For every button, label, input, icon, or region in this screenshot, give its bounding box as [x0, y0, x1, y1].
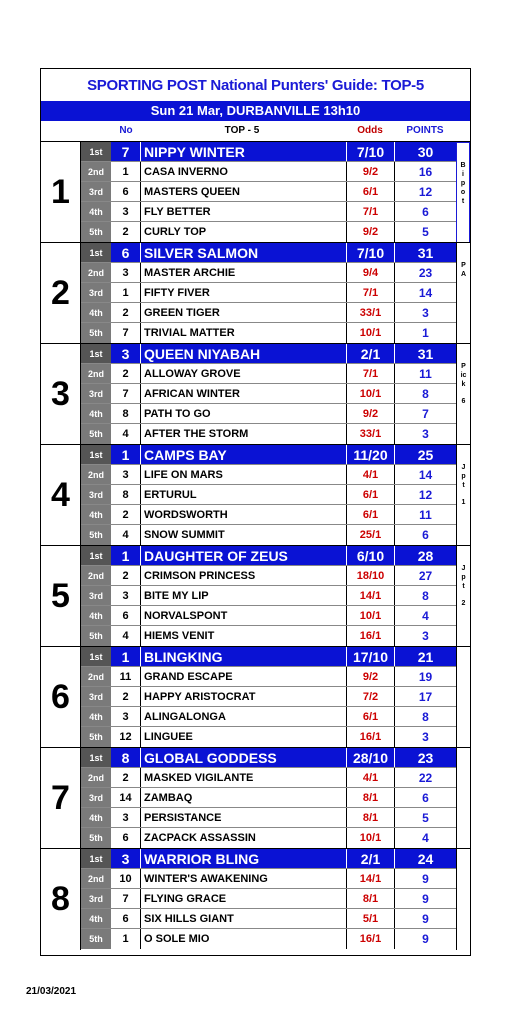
horse-name: HIEMS VENIT: [144, 630, 215, 642]
bet-type-label: [456, 344, 470, 445]
race-number: 7: [41, 748, 81, 849]
horse-name: AFRICAN WINTER: [144, 388, 240, 400]
points-value: 27: [394, 566, 456, 585]
horse-name: WINTER'S AWAKENING: [144, 873, 268, 885]
runner-number: 2: [111, 687, 141, 706]
position-label: 3rd: [81, 182, 111, 201]
bet-leg-number: 1: [461, 499, 466, 506]
horse-name: WORDSWORTH: [144, 509, 228, 521]
runner-row: [81, 505, 456, 525]
runner-number: 3: [111, 849, 141, 868]
points-value: 6: [394, 788, 456, 807]
runner-row: [81, 202, 456, 222]
odds-value: 7/2: [346, 687, 394, 706]
points-value: 4: [394, 606, 456, 625]
horse-name: MASTERS QUEEN: [144, 186, 240, 198]
runner-row: [81, 344, 456, 364]
points-value: 14: [394, 283, 456, 302]
race-group: [41, 646, 470, 748]
runner-list: [81, 748, 456, 848]
odds-value: 6/1: [346, 707, 394, 726]
position-label: 1st: [81, 748, 111, 767]
runner-row: [81, 243, 456, 263]
horse-name: PATH TO GO: [144, 408, 211, 420]
runner-row: [81, 889, 456, 909]
runner-number: 2: [111, 505, 141, 524]
position-label: 1st: [81, 344, 111, 363]
position-label: 4th: [81, 505, 111, 524]
punters-guide-sheet: [40, 68, 471, 956]
horse-name: MASTER ARCHIE: [144, 267, 236, 279]
horse-name: SNOW SUMMIT: [144, 529, 225, 541]
runner-row: [81, 445, 456, 465]
odds-value: 8/1: [346, 808, 394, 827]
position-label: 5th: [81, 525, 111, 545]
points-value: 7: [394, 404, 456, 423]
race-number: 3: [41, 344, 81, 445]
points-value: 9: [394, 909, 456, 928]
odds-value: 33/1: [346, 303, 394, 322]
points-value: 31: [394, 243, 456, 262]
horse-name: GRAND ESCAPE: [144, 671, 233, 683]
odds-value: 7/10: [346, 142, 394, 161]
odds-value: 7/1: [346, 202, 394, 221]
horse-name: MASKED VIGILANTE: [144, 772, 254, 784]
points-value: 12: [394, 485, 456, 504]
position-label: 2nd: [81, 162, 111, 181]
runner-row: [81, 788, 456, 808]
horse-name: FLYING GRACE: [144, 893, 227, 905]
position-label: 5th: [81, 626, 111, 646]
horse-name: CAMPS BAY: [144, 447, 227, 463]
position-label: 3rd: [81, 283, 111, 302]
position-label: 3rd: [81, 687, 111, 706]
position-label: 5th: [81, 727, 111, 747]
header-no: No: [119, 125, 133, 136]
odds-value: 33/1: [346, 424, 394, 444]
odds-value: 9/2: [346, 404, 394, 423]
odds-value: 8/1: [346, 788, 394, 807]
position-label: 2nd: [81, 869, 111, 888]
points-value: 25: [394, 445, 456, 464]
runner-row: [81, 626, 456, 646]
odds-value: 28/10: [346, 748, 394, 767]
runner-number: 4: [111, 626, 141, 646]
runner-number: 4: [111, 525, 141, 545]
odds-value: 16/1: [346, 626, 394, 646]
race-group: [41, 747, 470, 849]
header-points: POINTS: [406, 125, 444, 136]
runner-number: 10: [111, 869, 141, 888]
odds-value: 25/1: [346, 525, 394, 545]
runner-number: 4: [111, 424, 141, 444]
header-odds: Odds: [357, 125, 383, 136]
points-value: 23: [394, 263, 456, 282]
runner-row: [81, 323, 456, 343]
horse-name: DAUGHTER OF ZEUS: [144, 548, 288, 564]
runner-row: [81, 283, 456, 303]
points-value: 19: [394, 667, 456, 686]
points-value: 3: [394, 727, 456, 747]
horse-name: AFTER THE STORM: [144, 428, 249, 440]
position-label: 2nd: [81, 667, 111, 686]
runner-row: [81, 424, 456, 444]
runner-row: [81, 384, 456, 404]
race-number: 4: [41, 445, 81, 546]
race-subtitle: Sun 21 Mar, DURBANVILLE 13h10: [41, 101, 470, 121]
runner-row: [81, 828, 456, 848]
position-label: 1st: [81, 142, 111, 161]
page-title: SPORTING POST National Punters' Guide: TOP-5: [87, 77, 424, 94]
position-label: 4th: [81, 707, 111, 726]
odds-value: 6/1: [346, 485, 394, 504]
points-value: 3: [394, 424, 456, 444]
position-label: 1st: [81, 445, 111, 464]
runner-number: 2: [111, 566, 141, 585]
points-value: 3: [394, 626, 456, 646]
position-label: 2nd: [81, 263, 111, 282]
runner-number: 7: [111, 889, 141, 908]
odds-value: 6/1: [346, 505, 394, 524]
bet-type-label: [456, 243, 470, 344]
odds-value: 10/1: [346, 384, 394, 403]
horse-name: O SOLE MIO: [144, 933, 210, 945]
odds-value: 5/1: [346, 909, 394, 928]
bet-type-label: [456, 445, 470, 546]
horse-name: CRIMSON PRINCESS: [144, 570, 256, 582]
odds-value: 10/1: [346, 323, 394, 343]
points-value: 6: [394, 525, 456, 545]
runner-number: 11: [111, 667, 141, 686]
horse-name: BLINGKING: [144, 649, 223, 665]
race-group: [41, 242, 470, 344]
race-number: 5: [41, 546, 81, 647]
points-value: 5: [394, 808, 456, 827]
bet-leg-number: 2: [461, 600, 466, 607]
odds-value: 7/1: [346, 283, 394, 302]
runner-list: [81, 344, 456, 444]
points-value: 14: [394, 465, 456, 484]
odds-value: 2/1: [346, 849, 394, 868]
horse-name: CASA INVERNO: [144, 166, 228, 178]
odds-value: 9/2: [346, 222, 394, 242]
runner-row: [81, 404, 456, 424]
runner-number: 6: [111, 828, 141, 848]
position-label: 4th: [81, 808, 111, 827]
odds-value: 9/2: [346, 162, 394, 181]
points-value: 24: [394, 849, 456, 868]
points-value: 8: [394, 586, 456, 605]
horse-name: NORVALSPONT: [144, 610, 228, 622]
points-value: 30: [394, 142, 456, 161]
horse-name: ZACPACK ASSASSIN: [144, 832, 256, 844]
race-number: 8: [41, 849, 81, 950]
odds-value: 9/2: [346, 667, 394, 686]
runner-row: [81, 687, 456, 707]
horse-name: TRIVIAL MATTER: [144, 327, 235, 339]
runner-number: 8: [111, 748, 141, 767]
horse-name: WARRIOR BLING: [144, 851, 260, 867]
runner-number: 14: [111, 788, 141, 807]
runner-number: 8: [111, 485, 141, 504]
race-group: [41, 141, 470, 243]
odds-value: 6/10: [346, 546, 394, 565]
race-number: 6: [41, 647, 81, 748]
runner-row: [81, 869, 456, 889]
runner-list: [81, 849, 456, 949]
bet-type-name: PA: [460, 262, 467, 278]
runner-row: [81, 263, 456, 283]
bet-type-label: [456, 546, 470, 647]
bet-type-label: [456, 849, 470, 950]
runner-row: [81, 748, 456, 768]
runner-row: [81, 525, 456, 545]
race-number: 1: [41, 142, 81, 243]
odds-value: 4/1: [346, 465, 394, 484]
odds-value: 7/10: [346, 243, 394, 262]
points-value: 23: [394, 748, 456, 767]
runner-number: 7: [111, 142, 141, 161]
points-value: 31: [394, 344, 456, 363]
runner-row: [81, 647, 456, 667]
runner-row: [81, 303, 456, 323]
runner-number: 1: [111, 647, 141, 666]
runner-number: 2: [111, 303, 141, 322]
runner-number: 6: [111, 182, 141, 201]
footer-date: 21/03/2021: [26, 986, 77, 997]
runner-row: [81, 586, 456, 606]
runner-row: [81, 667, 456, 687]
odds-value: 6/1: [346, 182, 394, 201]
runner-number: 3: [111, 707, 141, 726]
race-group: [41, 848, 470, 950]
bet-type-label: [456, 748, 470, 849]
runner-number: 3: [111, 465, 141, 484]
runner-row: [81, 222, 456, 242]
runner-number: 2: [111, 768, 141, 787]
points-value: 1: [394, 323, 456, 343]
position-label: 1st: [81, 243, 111, 262]
position-label: 3rd: [81, 788, 111, 807]
odds-value: 16/1: [346, 929, 394, 949]
column-headers: [41, 121, 470, 141]
bet-type-name: Jpt: [461, 565, 466, 590]
position-label: 2nd: [81, 465, 111, 484]
bet-type-name: Jpt: [461, 464, 466, 489]
points-value: 11: [394, 364, 456, 383]
position-label: 3rd: [81, 485, 111, 504]
position-label: 1st: [81, 849, 111, 868]
runner-number: 2: [111, 364, 141, 383]
runner-number: 1: [111, 546, 141, 565]
position-label: 4th: [81, 606, 111, 625]
horse-name: SIX HILLS GIANT: [144, 913, 234, 925]
runner-list: [81, 546, 456, 646]
runner-row: [81, 808, 456, 828]
odds-value: 8/1: [346, 889, 394, 908]
runner-number: 1: [111, 445, 141, 464]
runner-list: [81, 445, 456, 545]
runner-row: [81, 768, 456, 788]
header-top5: TOP - 5: [224, 125, 260, 136]
bet-type-name: Bipot: [460, 162, 466, 205]
horse-name: PERSISTANCE: [144, 812, 222, 824]
bet-type-label: [456, 647, 470, 748]
horse-name: BITE MY LIP: [144, 590, 209, 602]
runner-row: [81, 182, 456, 202]
odds-value: 2/1: [346, 344, 394, 363]
runner-row: [81, 707, 456, 727]
bet-type-label: [456, 142, 470, 243]
race-group: [41, 343, 470, 445]
horse-name: ZAMBAQ: [144, 792, 193, 804]
runner-number: 12: [111, 727, 141, 747]
points-value: 9: [394, 889, 456, 908]
runner-number: 7: [111, 384, 141, 403]
odds-value: 17/10: [346, 647, 394, 666]
position-label: 4th: [81, 909, 111, 928]
points-value: 22: [394, 768, 456, 787]
points-value: 17: [394, 687, 456, 706]
points-value: 5: [394, 222, 456, 242]
horse-name: LINGUEE: [144, 731, 193, 743]
odds-value: 11/20: [346, 445, 394, 464]
position-label: 3rd: [81, 586, 111, 605]
points-value: 21: [394, 647, 456, 666]
points-value: 16: [394, 162, 456, 181]
runner-row: [81, 485, 456, 505]
race-number: 2: [41, 243, 81, 344]
odds-value: 14/1: [346, 869, 394, 888]
position-label: 1st: [81, 546, 111, 565]
runner-number: 1: [111, 929, 141, 949]
horse-name: NIPPY WINTER: [144, 144, 245, 160]
position-label: 2nd: [81, 364, 111, 383]
race-group: [41, 545, 470, 647]
points-value: 3: [394, 303, 456, 322]
position-label: 5th: [81, 424, 111, 444]
position-label: 5th: [81, 828, 111, 848]
runner-row: [81, 606, 456, 626]
odds-value: 7/1: [346, 364, 394, 383]
runner-list: [81, 243, 456, 343]
horse-name: LIFE ON MARS: [144, 469, 223, 481]
position-label: 5th: [81, 323, 111, 343]
horse-name: ERTURUL: [144, 489, 197, 501]
points-value: 4: [394, 828, 456, 848]
runner-row: [81, 162, 456, 182]
runner-list: [81, 142, 456, 242]
horse-name: ALINGALONGA: [144, 711, 226, 723]
odds-value: 10/1: [346, 828, 394, 848]
odds-value: 14/1: [346, 586, 394, 605]
runner-row: [81, 566, 456, 586]
runner-number: 6: [111, 243, 141, 262]
odds-value: 9/4: [346, 263, 394, 282]
points-value: 12: [394, 182, 456, 201]
position-label: 4th: [81, 202, 111, 221]
horse-name: FLY BETTER: [144, 206, 211, 218]
points-value: 8: [394, 707, 456, 726]
runner-number: 2: [111, 222, 141, 242]
runner-row: [81, 849, 456, 869]
runner-number: 8: [111, 404, 141, 423]
horse-name: QUEEN NIYABAH: [144, 346, 261, 362]
runner-row: [81, 909, 456, 929]
runner-number: 6: [111, 909, 141, 928]
horse-name: SILVER SALMON: [144, 245, 259, 261]
runner-number: 3: [111, 202, 141, 221]
runner-number: 7: [111, 323, 141, 343]
bet-type-name: Pick: [460, 363, 467, 388]
odds-value: 10/1: [346, 606, 394, 625]
runner-number: 6: [111, 606, 141, 625]
position-label: 4th: [81, 404, 111, 423]
runner-row: [81, 929, 456, 949]
horse-name: ALLOWAY GROVE: [144, 368, 241, 380]
points-value: 9: [394, 929, 456, 949]
horse-name: GLOBAL GODDESS: [144, 750, 277, 766]
position-label: 5th: [81, 222, 111, 242]
runner-number: 3: [111, 344, 141, 363]
runner-row: [81, 546, 456, 566]
runner-number: 1: [111, 162, 141, 181]
runner-row: [81, 364, 456, 384]
runner-number: 1: [111, 283, 141, 302]
position-label: 2nd: [81, 768, 111, 787]
horse-name: CURLY TOP: [144, 226, 207, 238]
runner-number: 3: [111, 808, 141, 827]
odds-value: 4/1: [346, 768, 394, 787]
odds-value: 16/1: [346, 727, 394, 747]
points-value: 6: [394, 202, 456, 221]
points-value: 11: [394, 505, 456, 524]
horse-name: HAPPY ARISTOCRAT: [144, 691, 256, 703]
bet-leg-number: 6: [461, 398, 466, 405]
points-value: 9: [394, 869, 456, 888]
runner-row: [81, 142, 456, 162]
runner-row: [81, 727, 456, 747]
position-label: 3rd: [81, 889, 111, 908]
points-value: 8: [394, 384, 456, 403]
position-label: 2nd: [81, 566, 111, 585]
position-label: 1st: [81, 647, 111, 666]
horse-name: GREEN TIGER: [144, 307, 220, 319]
position-label: 5th: [81, 929, 111, 949]
position-label: 3rd: [81, 384, 111, 403]
runner-number: 3: [111, 586, 141, 605]
race-group: [41, 444, 470, 546]
horse-name: FIFTY FIVER: [144, 287, 210, 299]
runner-list: [81, 647, 456, 747]
runner-number: 3: [111, 263, 141, 282]
position-label: 4th: [81, 303, 111, 322]
points-value: 28: [394, 546, 456, 565]
runner-row: [81, 465, 456, 485]
odds-value: 18/10: [346, 566, 394, 585]
